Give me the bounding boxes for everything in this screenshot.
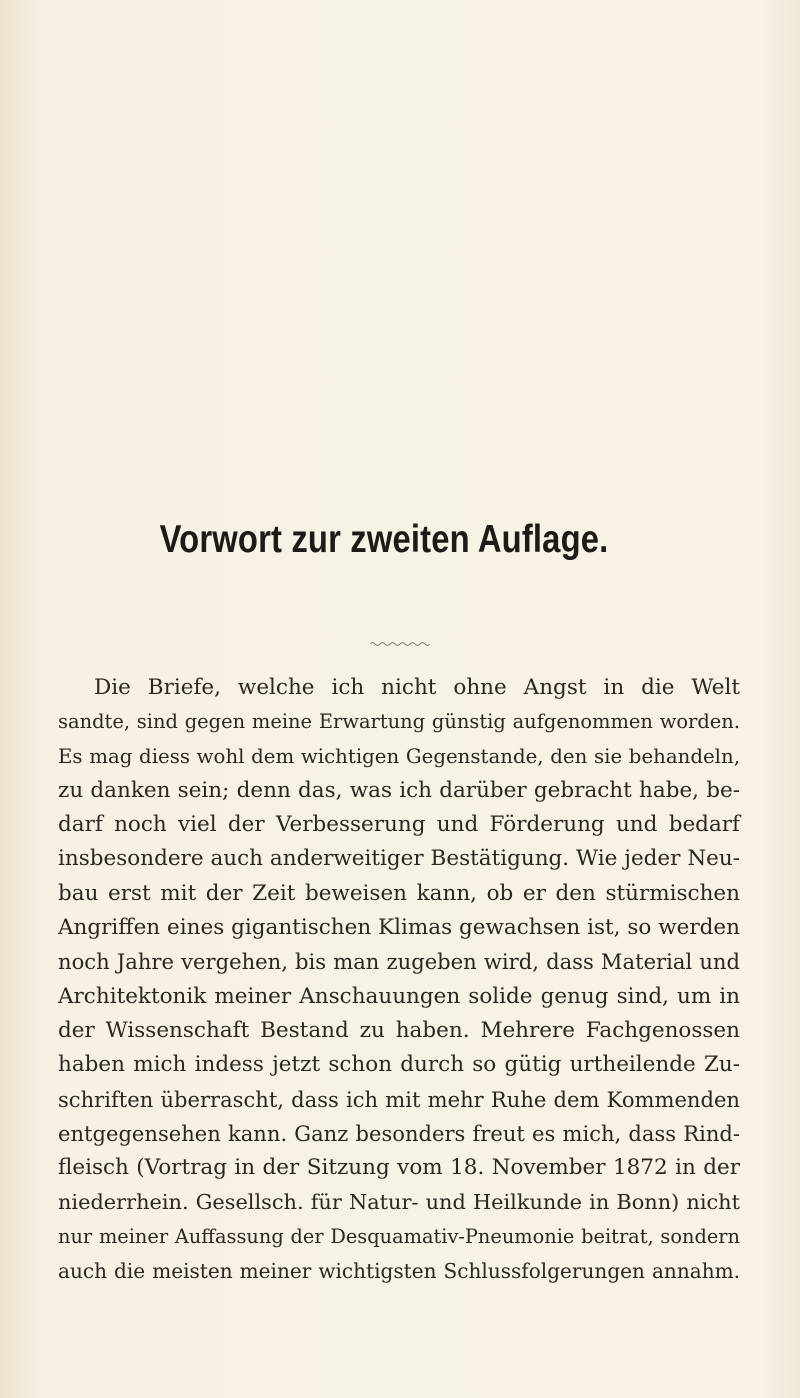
paragraph-line: Architektonik meiner Anschauungen solide genug sind, um in (58, 983, 740, 1009)
paragraph-line: Die Briefe, welche ich nicht ohne Angst in die Welt (94, 675, 740, 700)
ornament-divider (370, 640, 430, 648)
paragraph-line: Es mag diess wohl dem wichtigen Gegenstande, den sie behandeln, (58, 744, 740, 768)
paragraph-line: haben mich indess jetzt schon durch so gütig urtheilende Zu- (58, 1052, 740, 1078)
paragraph-line: bau erst mit der Zeit beweisen kann, ob er den stürmischen (58, 880, 740, 906)
paragraph-line: Angriffen eines gigantischen Klimas gewachsen ist, so werden (58, 915, 740, 941)
paragraph-line: auch die meisten meiner wichtigsten Schlussfolgerungen annahm. (58, 1259, 740, 1284)
paragraph-line: insbesondere auch anderweitiger Bestätigung. Wie jeder Neu- (58, 846, 740, 872)
page-title: Vorwort zur zweiten Auflage. (159, 518, 609, 561)
paragraph-line: nur meiner Auffassung der Desquamativ-Pneumonie beitrat, sondern (58, 1224, 740, 1248)
paragraph-line: fleisch (Vortrag in der Sitzung vom 18. November 1872 in der (58, 1155, 740, 1181)
paragraph-line: sandte, sind gegen meine Erwartung günstig aufgenommen worden. (58, 710, 740, 734)
preface-paragraph (58, 671, 740, 1288)
paragraph-line: schriften überrascht, dass ich mit mehr Ruhe dem Kommenden (58, 1086, 740, 1112)
paragraph-line: noch Jahre vergehen, bis man zugeben wird, dass Material und (58, 949, 740, 975)
paragraph-line: niederrhein. Gesellsch. für Natur- und Heilkunde in Bonn) nicht (58, 1190, 740, 1215)
paragraph-line: darf noch viel der Verbesserung und Förderung und bedarf (58, 812, 740, 838)
paragraph-line: zu danken sein; denn das, was ich darüber gebracht habe, be- (58, 777, 740, 803)
paragraph-line: entgegensehen kann. Ganz besonders freut es mich, dass Rind- (58, 1120, 740, 1146)
paragraph-line: der Wissenschaft Bestand zu haben. Mehrere Fachgenossen (58, 1017, 740, 1043)
